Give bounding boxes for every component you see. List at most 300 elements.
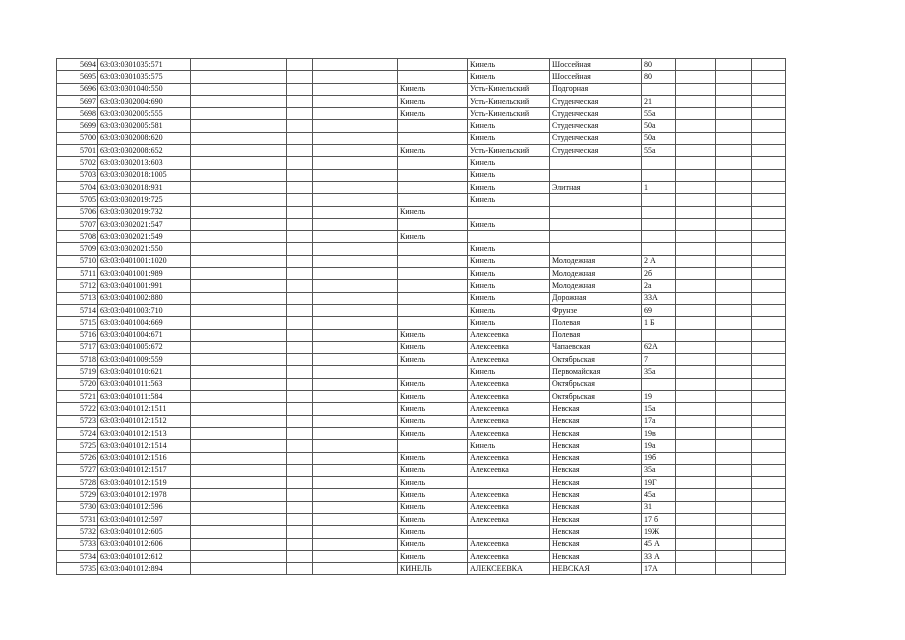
empty-cell (676, 366, 716, 378)
house-cell: 19а (642, 440, 676, 452)
table-row (57, 538, 786, 550)
district-cell: Кинель (398, 391, 468, 403)
empty-cell (676, 427, 716, 439)
row-number-cell: 5726 (57, 452, 98, 464)
house-cell (642, 206, 676, 218)
district-cell (398, 169, 468, 181)
district-cell: Кинель (398, 489, 468, 501)
empty-cell (716, 538, 752, 550)
house-cell: 50а (642, 120, 676, 132)
empty-cell (752, 317, 786, 329)
empty-cell (676, 452, 716, 464)
empty-cell (716, 513, 752, 525)
empty-cell (287, 526, 313, 538)
empty-cell (676, 181, 716, 193)
empty-cell (191, 108, 287, 120)
empty-cell (752, 71, 786, 83)
district-cell: Кинель (398, 526, 468, 538)
empty-cell (716, 378, 752, 390)
street-cell: Невская (550, 538, 642, 550)
cadastral-number-cell: 63:03:0401011:584 (98, 391, 191, 403)
empty-cell (191, 268, 287, 280)
district-cell (398, 243, 468, 255)
empty-cell (287, 181, 313, 193)
row-number-cell: 5713 (57, 292, 98, 304)
cadastral-number-cell: 63:03:0401009:559 (98, 354, 191, 366)
empty-cell (191, 83, 287, 95)
cadastral-number-cell: 63:03:0302013:603 (98, 157, 191, 169)
house-cell (642, 83, 676, 95)
street-cell: Невская (550, 489, 642, 501)
empty-cell (676, 243, 716, 255)
empty-cell (676, 157, 716, 169)
district-cell (398, 255, 468, 267)
house-cell (642, 194, 676, 206)
empty-cell (676, 83, 716, 95)
empty-cell (191, 329, 287, 341)
street-cell: Студенческая (550, 108, 642, 120)
house-cell: 19в (642, 427, 676, 439)
locality-cell: Кинель (468, 169, 550, 181)
empty-cell (313, 157, 398, 169)
empty-cell (287, 440, 313, 452)
empty-cell (287, 231, 313, 243)
row-number-cell: 5718 (57, 354, 98, 366)
district-cell: Кинель (398, 378, 468, 390)
empty-cell (676, 145, 716, 157)
locality-cell: Алексеевка (468, 452, 550, 464)
district-cell: Кинель (398, 83, 468, 95)
district-cell: Кинель (398, 206, 468, 218)
cadastral-number-cell: 63:03:0401001:989 (98, 268, 191, 280)
street-cell: Студенческая (550, 95, 642, 107)
empty-cell (287, 157, 313, 169)
district-cell (398, 280, 468, 292)
district-cell: Кинель (398, 354, 468, 366)
street-cell: Невская (550, 415, 642, 427)
row-number-cell: 5733 (57, 538, 98, 550)
empty-cell (716, 317, 752, 329)
cadastral-number-cell: 63:03:0302018:931 (98, 181, 191, 193)
cadastral-number-cell: 63:03:0302018:1005 (98, 169, 191, 181)
empty-cell (716, 120, 752, 132)
empty-cell (313, 452, 398, 464)
empty-cell (191, 563, 287, 575)
row-number-cell: 5721 (57, 391, 98, 403)
street-cell: Шоссейная (550, 59, 642, 71)
district-cell: Кинель (398, 550, 468, 562)
empty-cell (313, 427, 398, 439)
empty-cell (287, 378, 313, 390)
district-cell: Кинель (398, 329, 468, 341)
street-cell (550, 194, 642, 206)
empty-cell (676, 120, 716, 132)
house-cell: 80 (642, 59, 676, 71)
empty-cell (752, 304, 786, 316)
row-number-cell: 5699 (57, 120, 98, 132)
locality-cell: Алексеевка (468, 538, 550, 550)
empty-cell (716, 391, 752, 403)
row-number-cell: 5715 (57, 317, 98, 329)
empty-cell (191, 427, 287, 439)
district-cell: КИНЕЛЬ (398, 563, 468, 575)
house-cell (642, 157, 676, 169)
empty-cell (313, 145, 398, 157)
table-row (57, 427, 786, 439)
row-number-cell: 5695 (57, 71, 98, 83)
empty-cell (287, 464, 313, 476)
empty-cell (313, 477, 398, 489)
district-cell: Кинель (398, 538, 468, 550)
empty-cell (287, 341, 313, 353)
house-cell: 17 б (642, 513, 676, 525)
empty-cell (752, 403, 786, 415)
empty-cell (752, 550, 786, 562)
row-number-cell: 5707 (57, 218, 98, 230)
empty-cell (191, 206, 287, 218)
empty-cell (191, 255, 287, 267)
empty-cell (191, 120, 287, 132)
street-cell: Студенческая (550, 132, 642, 144)
cadastral-number-cell: 63:03:0401012:894 (98, 563, 191, 575)
empty-cell (752, 169, 786, 181)
empty-cell (716, 157, 752, 169)
locality-cell: Алексеевка (468, 415, 550, 427)
empty-cell (191, 464, 287, 476)
row-number-cell: 5702 (57, 157, 98, 169)
house-cell: 62А (642, 341, 676, 353)
row-number-cell: 5722 (57, 403, 98, 415)
empty-cell (191, 132, 287, 144)
cadastral-number-cell: 63:03:0401003:710 (98, 304, 191, 316)
table-row (57, 341, 786, 353)
table-row (57, 71, 786, 83)
locality-cell: Алексеевка (468, 378, 550, 390)
empty-cell (676, 464, 716, 476)
street-cell: Шоссейная (550, 71, 642, 83)
empty-cell (287, 489, 313, 501)
house-cell: 19Г (642, 477, 676, 489)
row-number-cell: 5696 (57, 83, 98, 95)
table-row (57, 489, 786, 501)
street-cell: Невская (550, 526, 642, 538)
locality-cell: Кинель (468, 255, 550, 267)
empty-cell (716, 206, 752, 218)
street-cell: Невская (550, 477, 642, 489)
empty-cell (752, 440, 786, 452)
empty-cell (716, 366, 752, 378)
table-row (57, 231, 786, 243)
house-cell: 55а (642, 108, 676, 120)
empty-cell (287, 366, 313, 378)
empty-cell (287, 513, 313, 525)
district-cell (398, 157, 468, 169)
empty-cell (676, 206, 716, 218)
empty-cell (716, 341, 752, 353)
empty-cell (313, 83, 398, 95)
empty-cell (676, 194, 716, 206)
street-cell (550, 218, 642, 230)
empty-cell (313, 206, 398, 218)
row-number-cell: 5730 (57, 501, 98, 513)
empty-cell (752, 427, 786, 439)
table-row (57, 292, 786, 304)
cadastral-number-cell: 63:03:0302008:620 (98, 132, 191, 144)
empty-cell (287, 304, 313, 316)
table-row (57, 206, 786, 218)
locality-cell: Кинель (468, 243, 550, 255)
house-cell: 17А (642, 563, 676, 575)
cadastral-number-cell: 63:03:0401002:880 (98, 292, 191, 304)
locality-cell: Кинель (468, 440, 550, 452)
empty-cell (716, 563, 752, 575)
empty-cell (191, 194, 287, 206)
empty-cell (313, 108, 398, 120)
locality-cell: Кинель (468, 268, 550, 280)
street-cell: Невская (550, 427, 642, 439)
cadastral-number-cell: 63:03:0401004:671 (98, 329, 191, 341)
empty-cell (752, 194, 786, 206)
table-row (57, 452, 786, 464)
empty-cell (191, 489, 287, 501)
empty-cell (313, 231, 398, 243)
empty-cell (752, 132, 786, 144)
empty-cell (752, 243, 786, 255)
empty-cell (313, 538, 398, 550)
street-cell (550, 206, 642, 218)
locality-cell: Кинель (468, 366, 550, 378)
empty-cell (752, 83, 786, 95)
row-number-cell: 5700 (57, 132, 98, 144)
empty-cell (313, 243, 398, 255)
empty-cell (313, 464, 398, 476)
empty-cell (752, 145, 786, 157)
house-cell: 33 А (642, 550, 676, 562)
empty-cell (752, 489, 786, 501)
street-cell (550, 169, 642, 181)
empty-cell (752, 95, 786, 107)
locality-cell: Кинель (468, 317, 550, 329)
district-cell: Кинель (398, 145, 468, 157)
empty-cell (287, 477, 313, 489)
empty-cell (313, 563, 398, 575)
house-cell: 33А (642, 292, 676, 304)
empty-cell (752, 268, 786, 280)
empty-cell (752, 231, 786, 243)
empty-cell (676, 280, 716, 292)
empty-cell (716, 354, 752, 366)
empty-cell (313, 391, 398, 403)
empty-cell (716, 280, 752, 292)
empty-cell (191, 366, 287, 378)
row-number-cell: 5714 (57, 304, 98, 316)
empty-cell (191, 145, 287, 157)
locality-cell (468, 477, 550, 489)
empty-cell (752, 538, 786, 550)
empty-cell (752, 354, 786, 366)
empty-cell (287, 268, 313, 280)
locality-cell: Кинель (468, 157, 550, 169)
cadastral-number-cell: 63:03:0302021:550 (98, 243, 191, 255)
empty-cell (676, 268, 716, 280)
table-row (57, 329, 786, 341)
table-row (57, 181, 786, 193)
district-cell: Кинель (398, 501, 468, 513)
street-cell: Невская (550, 464, 642, 476)
cadastral-number-cell: 63:03:0401012:1978 (98, 489, 191, 501)
cadastral-number-cell: 63:03:0302005:555 (98, 108, 191, 120)
house-cell: 1 (642, 181, 676, 193)
cadastral-number-cell: 63:03:0401012:1513 (98, 427, 191, 439)
table-row (57, 391, 786, 403)
table-row (57, 83, 786, 95)
house-cell: 45а (642, 489, 676, 501)
empty-cell (716, 132, 752, 144)
empty-cell (752, 415, 786, 427)
district-cell: Кинель (398, 427, 468, 439)
cadastral-number-cell: 63:03:0302005:581 (98, 120, 191, 132)
empty-cell (716, 489, 752, 501)
empty-cell (191, 452, 287, 464)
table-row (57, 513, 786, 525)
empty-cell (676, 108, 716, 120)
empty-cell (287, 427, 313, 439)
district-cell: Кинель (398, 108, 468, 120)
empty-cell (313, 292, 398, 304)
empty-cell (313, 95, 398, 107)
row-number-cell: 5694 (57, 59, 98, 71)
table-row (57, 317, 786, 329)
empty-cell (716, 427, 752, 439)
table-row (57, 304, 786, 316)
empty-cell (752, 563, 786, 575)
house-cell: 21 (642, 95, 676, 107)
empty-cell (716, 501, 752, 513)
cadastral-number-cell: 63:03:0302008:652 (98, 145, 191, 157)
street-cell: Фрунзе (550, 304, 642, 316)
row-number-cell: 5727 (57, 464, 98, 476)
cadastral-number-cell: 63:03:0401012:1516 (98, 452, 191, 464)
locality-cell: Усть-Кинельский (468, 145, 550, 157)
cadastral-number-cell: 63:03:0401011:563 (98, 378, 191, 390)
district-cell (398, 218, 468, 230)
street-cell: Чапаевская (550, 341, 642, 353)
table-row (57, 550, 786, 562)
empty-cell (716, 292, 752, 304)
locality-cell: Алексеевка (468, 427, 550, 439)
table-row (57, 255, 786, 267)
house-cell: 19Ж (642, 526, 676, 538)
district-cell (398, 366, 468, 378)
table-row (57, 440, 786, 452)
empty-cell (313, 169, 398, 181)
cadastral-number-cell: 63:03:0401001:1020 (98, 255, 191, 267)
empty-cell (313, 354, 398, 366)
row-number-cell: 5729 (57, 489, 98, 501)
street-cell: Полевая (550, 317, 642, 329)
empty-cell (287, 501, 313, 513)
table-row (57, 157, 786, 169)
empty-cell (287, 317, 313, 329)
empty-cell (676, 391, 716, 403)
empty-cell (716, 83, 752, 95)
empty-cell (752, 501, 786, 513)
empty-cell (191, 169, 287, 181)
cadastral-number-cell: 63:03:0401012:605 (98, 526, 191, 538)
empty-cell (752, 378, 786, 390)
table-row (57, 120, 786, 132)
row-number-cell: 5706 (57, 206, 98, 218)
empty-cell (676, 95, 716, 107)
house-cell (642, 243, 676, 255)
empty-cell (752, 181, 786, 193)
district-cell (398, 292, 468, 304)
table-row (57, 194, 786, 206)
table-row (57, 243, 786, 255)
district-cell: Кинель (398, 452, 468, 464)
empty-cell (313, 513, 398, 525)
empty-cell (752, 526, 786, 538)
empty-cell (752, 218, 786, 230)
street-cell: Невская (550, 403, 642, 415)
house-cell: 45 А (642, 538, 676, 550)
empty-cell (287, 59, 313, 71)
empty-cell (313, 120, 398, 132)
locality-cell: Алексеевка (468, 341, 550, 353)
empty-cell (191, 526, 287, 538)
empty-cell (287, 255, 313, 267)
cadastral-number-cell: 63:03:0301035:575 (98, 71, 191, 83)
empty-cell (191, 378, 287, 390)
empty-cell (676, 513, 716, 525)
locality-cell: Кинель (468, 218, 550, 230)
empty-cell (313, 329, 398, 341)
table-row (57, 280, 786, 292)
house-cell: 19 (642, 391, 676, 403)
cadastral-number-cell: 63:03:0401004:669 (98, 317, 191, 329)
street-cell: Невская (550, 513, 642, 525)
empty-cell (313, 489, 398, 501)
table-row (57, 403, 786, 415)
cadastral-number-cell: 63:03:0401012:1519 (98, 477, 191, 489)
street-cell: Студенческая (550, 145, 642, 157)
empty-cell (287, 95, 313, 107)
empty-cell (191, 181, 287, 193)
locality-cell: Кинель (468, 194, 550, 206)
locality-cell: Кинель (468, 71, 550, 83)
empty-cell (191, 317, 287, 329)
street-cell (550, 231, 642, 243)
empty-cell (752, 206, 786, 218)
empty-cell (752, 477, 786, 489)
empty-cell (752, 108, 786, 120)
cadastral-number-cell: 63:03:0401012:612 (98, 550, 191, 562)
empty-cell (313, 341, 398, 353)
locality-cell: Алексеевка (468, 513, 550, 525)
locality-cell (468, 231, 550, 243)
empty-cell (191, 292, 287, 304)
cadastral-number-cell: 63:03:0401012:1517 (98, 464, 191, 476)
empty-cell (676, 231, 716, 243)
empty-cell (287, 243, 313, 255)
street-cell: Подгорная (550, 83, 642, 95)
empty-cell (313, 255, 398, 267)
empty-cell (752, 280, 786, 292)
row-number-cell: 5708 (57, 231, 98, 243)
street-cell (550, 243, 642, 255)
empty-cell (716, 550, 752, 562)
cadastral-number-cell: 63:03:0401012:596 (98, 501, 191, 513)
